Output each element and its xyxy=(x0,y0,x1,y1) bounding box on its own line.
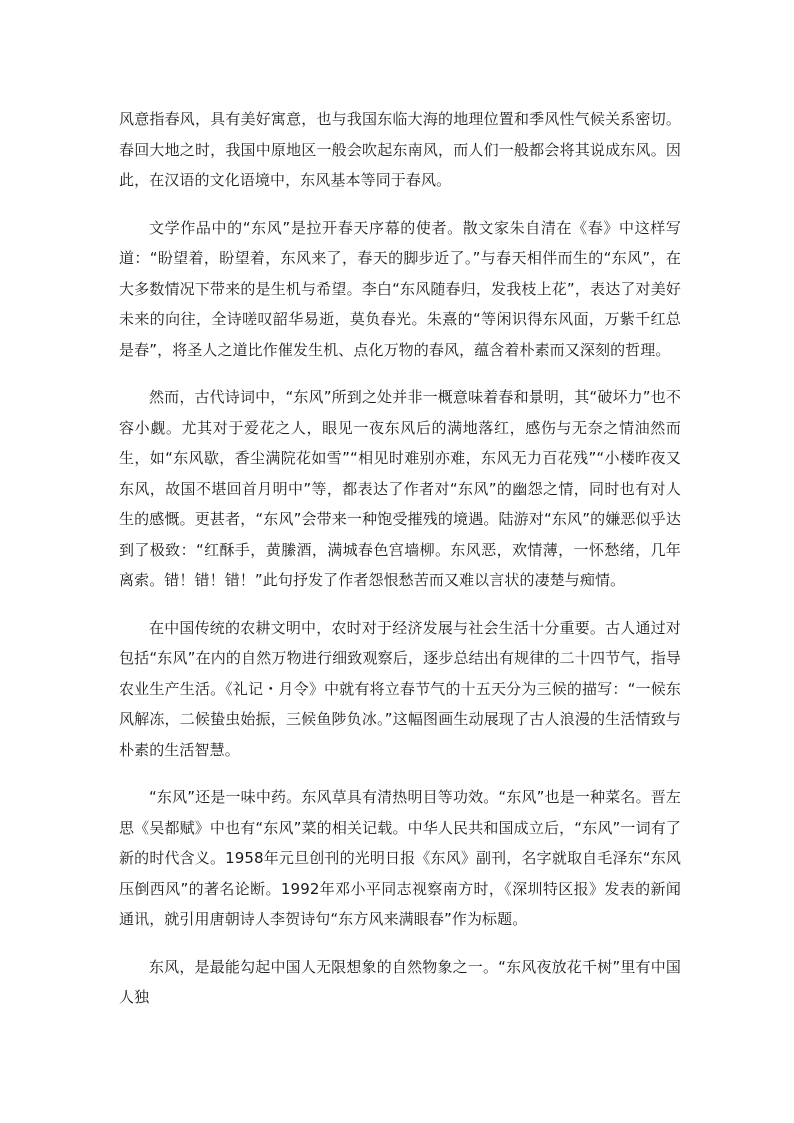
paragraph-3: 然而，古代诗词中，“东风”所到之处并非一概意味着春和景明，其“破坏力”也不容小觑。尤其对于爱花之人，眼见一夜东风后的满地落红，感伤与无奈之情油然而生，如“东风歇，香尘满院花如雪”“相见时难别亦难，东风无力百花残”“小楼昨夜又东风，故国不堪回首月明中”等，都表达了作者对“东风”的幽怨之情，同时也有对人生的感慨。更甚者，“东风”会带来一种饱受摧残的境遇。陆游对“东风”的嫌恶似乎达到了极致：“红酥手，黄縢酒，满城春色宫墙柳。东风恶，欢情薄，一怀愁绪，几年离索。错！错！错！”此句抒发了作者怨恨愁苦而又难以言状的凄楚与痴情。 xyxy=(119,388,681,589)
document-page xyxy=(119,104,681,1030)
paragraph-6: 东风，是最能勾起中国人无限想象的自然物象之一。“东风夜放花千树”里有中国人独 xyxy=(119,957,681,1006)
paragraph-2: 文学作品中的“东风”是拉开春天序幕的使者。散文家朱自清在《春》中这样写道：“盼望着，盼望着，东风来了，春天的脚步近了。”与春天相伴而生的“东风”，在大多数情况下带来的是生机与希望。李白“东风随春归，发我枝上花”，表达了对美好未来的向往，全诗嗟叹韶华易逝，莫负春光。朱熹的“等闲识得东风面，万紫千红总是春”，将圣人之道比作催发生机、点化万物的春风，蕴含着朴素而又深刻的哲理。 xyxy=(119,218,681,359)
paragraph-1: 风意指春风，具有美好寓意，也与我国东临大海的地理位置和季风性气候关系密切。春回大地之时，我国中原地区一般会吹起东南风，而人们一般都会将其说成东风。因此，在汉语的文化语境中，东风基本等同于春风。 xyxy=(119,110,681,189)
paragraph-4: 在中国传统的农耕文明中，农时对于经济发展与社会生活十分重要。古人通过对包括“东风”在内的自然万物进行细致观察后，逐步总结出有规律的二十四节气，指导农业生产生活。《礼记・月令》中就有将立春节气的十五天分为三候的描写：“一候东风解冻，二候蛰虫始振，三候鱼陟负冰。”这幅图画生动展现了古人浪漫的生活情致与朴素的生活智慧。 xyxy=(119,618,681,759)
paragraph-5: “东风”还是一味中药。东风草具有清热明目等功效。“东风”也是一种菜名。晋左思《吴都赋》中也有“东风”菜的相关记载。中华人民共和国成立后，“东风”一词有了新的时代含义。1958年元旦创刊的光明日报《东风》副刊，名字就取自毛泽东“东风压倒西风”的著名论断。1992年邓小平同志视察南方时，《深圳特区报》发表的新闻通讯，就引用唐朝诗人李贺诗句“东方风来满眼春”作为标题。 xyxy=(119,788,681,928)
